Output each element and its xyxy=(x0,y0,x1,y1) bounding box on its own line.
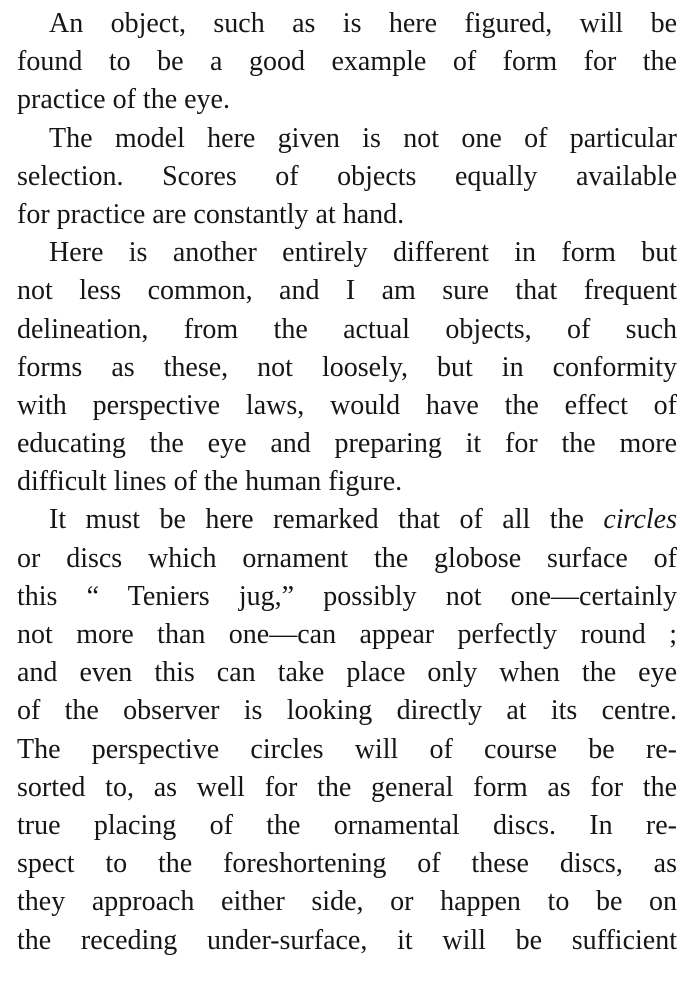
text-line: this “ Teniers jug,” possibly not one—certainly xyxy=(17,580,677,612)
text-line: The perspective circles will of course be re- xyxy=(17,733,677,765)
text-line-start: It must be here remarked that of all the xyxy=(49,504,584,536)
text-line: true placing of the ornamental discs. In re- xyxy=(17,809,677,841)
text-line: of the observer is looking directly at its centre. xyxy=(17,695,677,727)
text-line: practice of the eye. xyxy=(17,84,230,116)
text-line: found to be a good example of form for the xyxy=(17,46,677,78)
text-line: not more than one—can appear perfectly round ; xyxy=(17,619,677,650)
paragraph-2 xyxy=(17,120,677,235)
paragraph-1 xyxy=(17,0,677,120)
book-page xyxy=(17,0,677,987)
text-line: An object, such as is here figured, will be xyxy=(49,8,677,39)
text-line: and even this can take place only when the eye xyxy=(17,657,677,689)
text-line: for practice are constantly at hand. xyxy=(17,198,405,230)
paragraph-3 xyxy=(17,234,677,501)
text-line: with perspective laws, would have the effect of xyxy=(17,389,677,421)
text-line: spect to the foreshortening of these discs, as xyxy=(17,848,677,880)
italic-word: circles xyxy=(603,504,677,536)
paragraph-4 xyxy=(17,501,677,959)
text-line: not less common, and I am sure that frequent xyxy=(17,275,677,307)
text-line: or discs which ornament the globose surface of xyxy=(17,542,677,574)
text-line: educating the eye and preparing it for the more xyxy=(17,428,677,460)
text-line xyxy=(17,501,677,539)
text-line: forms as these, not loosely, but in conformity xyxy=(17,351,677,383)
text-line: The model here given is not one of particular xyxy=(49,122,677,154)
text-line: delineation, from the actual objects, of such xyxy=(17,313,677,345)
text-line: difficult lines of the human figure. xyxy=(17,466,403,498)
text-line: Here is another entirely different in form but xyxy=(49,237,677,269)
text-line: sorted to, as well for the general form as for the xyxy=(17,771,677,803)
text-line: the receding under-surface, it will be sufficient xyxy=(17,924,677,956)
text-line: selection. Scores of objects equally available xyxy=(17,160,677,192)
text-line: they approach either side, or happen to be on xyxy=(17,886,677,918)
